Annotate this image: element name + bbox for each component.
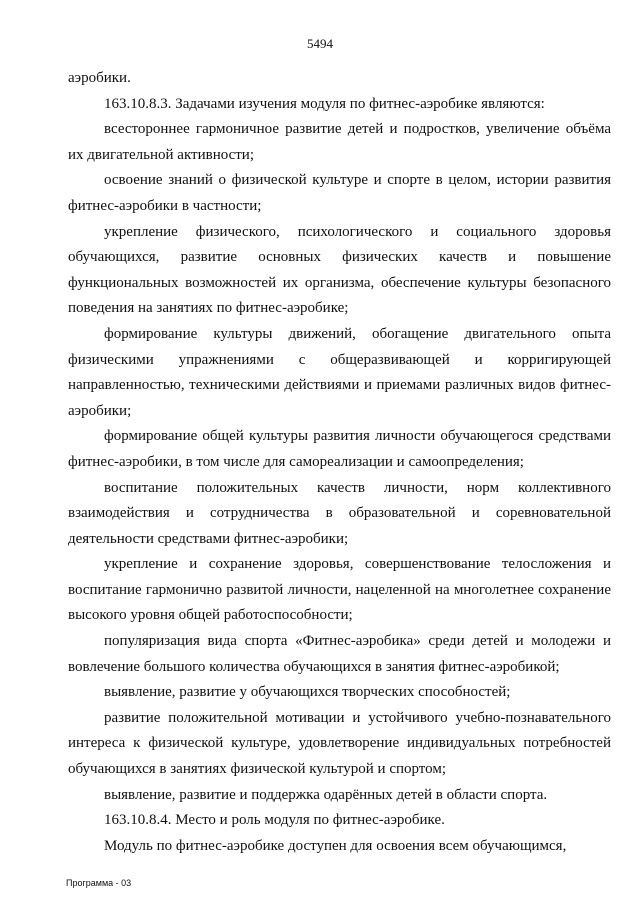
paragraph: выявление, развитие и поддержка одарённых детей в области спорта. (104, 786, 548, 803)
paragraph: укрепление физического, психологического и социального здоровья обучающихся, развитие основных физических качеств и повышение функциональных возможностей их организма, обеспечение культуры безопасного поведения на занятиях по фитнес-аэробике; (68, 223, 611, 317)
paragraph: освоение знаний о физической культуре и спорте в целом, истории развития фитнес-аэробики в частности; (68, 172, 611, 214)
paragraph: формирование общей культуры развития личности обучающегося средствами фитнес-аэробики, в том числе для самореализации и самоопределения; (68, 428, 611, 470)
paragraph: выявление, развитие у обучающихся творческих способностей; (104, 684, 511, 701)
paragraph: Модуль по фитнес-аэробике доступен для освоения всем обучающимся, (104, 837, 567, 854)
paragraph-section-heading: 163.10.8.3. Задачами изучения модуля по фитнес-аэробике являются: (104, 95, 545, 112)
document-body (68, 66, 611, 859)
paragraph: популяризация вида спорта «Фитнес-аэробика» среди детей и молодежи и вовлечение большого количества обучающихся в занятия фитнес-аэробикой; (68, 633, 611, 675)
paragraph: воспитание положительных качеств личности, норм коллективного взаимодействия и сотрудничества в образовательной и соревновательной деятельности средствами фитнес-аэробики; (68, 479, 611, 547)
paragraph-continuation: аэробики. (68, 70, 131, 86)
paragraph: формирование культуры движений, обогащение двигательного опыта физическими упражнениями с общеразвивающей и корригирующей направленностью, техническими действиями и приемами различных видов фитнес-аэробики; (68, 325, 611, 419)
paragraph: развитие положительной мотивации и устойчивого учебно-познавательного интереса к физической культуре, удовлетворение индивидуальных потребностей обучающихся в занятиях физической культурой и спортом; (68, 709, 611, 778)
paragraph: всестороннее гармоничное развитие детей и подростков, увеличение объёма их двигательной активности; (68, 121, 611, 163)
paragraph: укрепление и сохранение здоровья, совершенствование телосложения и воспитание гармонично развитой личности, нацеленной на многолетнее сохранение высокого уровня общей работоспособности; (68, 556, 611, 624)
paragraph-section-heading: 163.10.8.4. Место и роль модуля по фитнес-аэробике. (104, 812, 445, 829)
page-number: 5494 (307, 36, 333, 51)
page-footer: Программа - 03 (66, 878, 132, 888)
